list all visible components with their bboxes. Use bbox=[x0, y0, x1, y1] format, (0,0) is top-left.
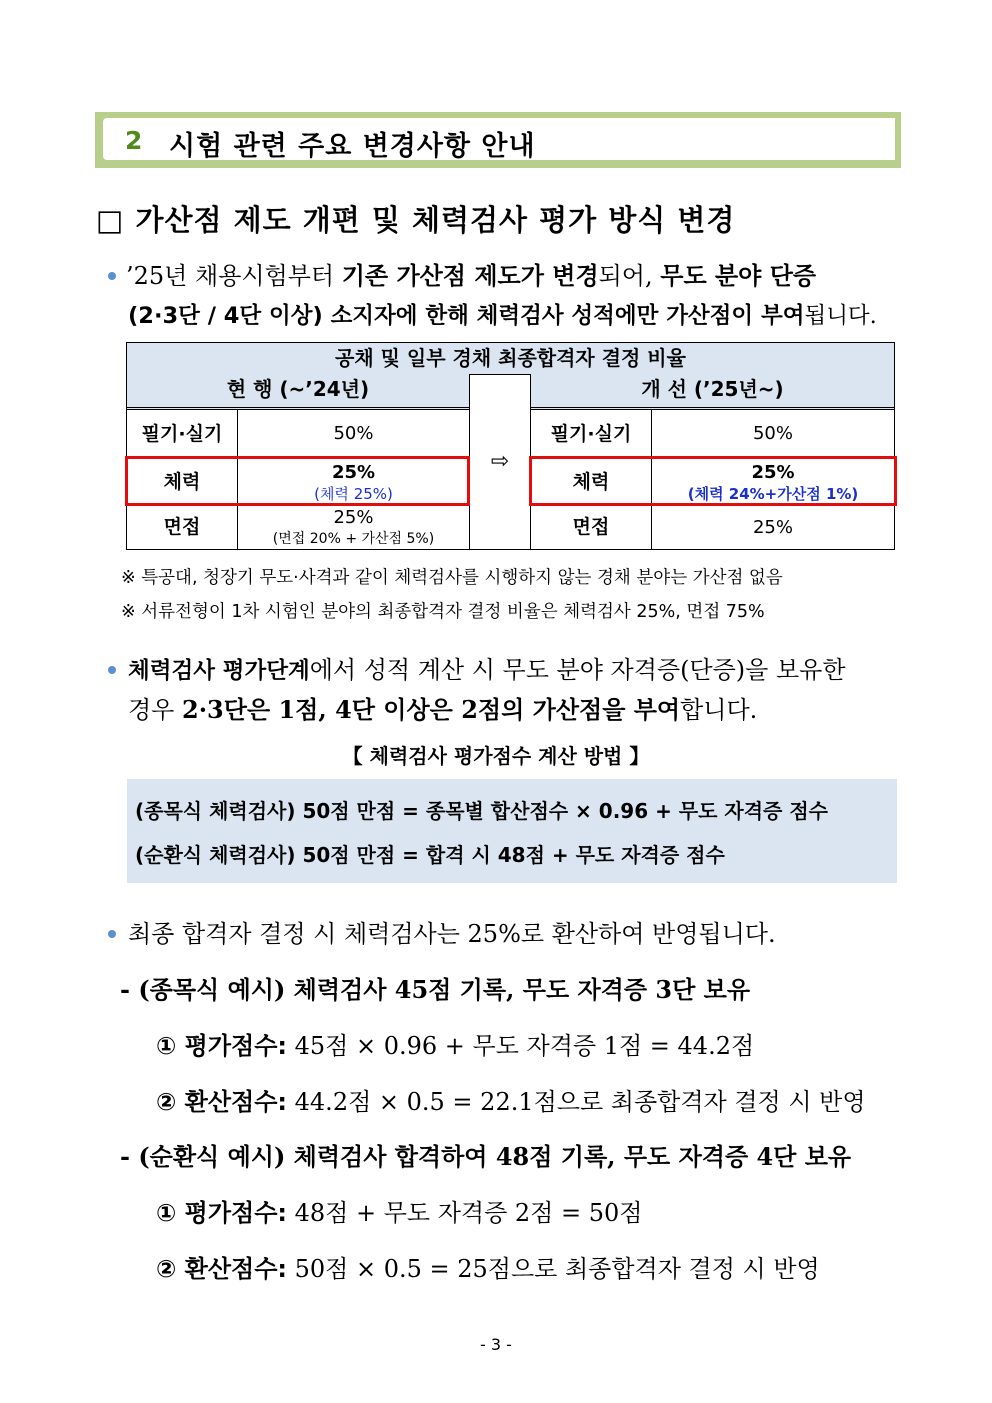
section-number: 2 bbox=[125, 126, 143, 155]
example-2-step-2: ② 환산점수: 50점 × 0.5 = 25점으로 최종합격자 결정 시 반영 bbox=[156, 1255, 820, 1283]
formula-2: (순환식 체력검사) 50점 만점 = 합격 시 48점 + 무도 자격증 점수 bbox=[135, 843, 725, 867]
example-2-step-1: ① 평가점수: 48점 + 무도 자격증 2점 = 50점 bbox=[156, 1199, 643, 1227]
bullet-2-line-1: 체력검사 평가단계에서 성적 계산 시 무도 분야 자격증(단증)을 보유한 bbox=[128, 656, 846, 684]
section-title: 시험 관련 주요 변경사항 안내 bbox=[169, 131, 536, 162]
current-label-written: 필기·실기 bbox=[127, 410, 238, 458]
formula-box bbox=[127, 779, 897, 883]
ratio-table bbox=[126, 342, 895, 550]
current-interview-cell bbox=[238, 506, 469, 549]
bullet-1-line-2: (2·3단 / 4단 이상) 소지자에 한해 체력검사 성적에만 가산점이 부여됩니다. bbox=[128, 303, 877, 329]
example-1-step-2: ② 환산점수: 44.2점 × 0.5 = 22.1점으로 최종합격자 결정 시 반영 bbox=[156, 1088, 866, 1116]
new-value-interview: 25% bbox=[752, 517, 793, 538]
bullet-1-line-1: ’25년 채용시험부터 기존 가산점 제도가 변경되어, 무도 분야 단증 bbox=[126, 261, 817, 290]
page-number: - 3 - bbox=[480, 1335, 512, 1354]
new-label-fitness: 체력 bbox=[531, 458, 652, 506]
formula-1: (종목식 체력검사) 50점 만점 = 종목별 합산점수 × 0.96 + 무도 자격증 점수 bbox=[135, 799, 828, 823]
new-value-fitness: 25% bbox=[751, 462, 795, 483]
bullet-3: 최종 합격자 결정 시 체력검사는 25%로 환산하여 반영됩니다. bbox=[128, 920, 776, 948]
current-header: 현 행 (~’24년) bbox=[127, 374, 469, 410]
arrow-column bbox=[469, 374, 531, 549]
subsection-heading: □ 가산점 제도 개편 및 체력검사 평가 방식 변경 bbox=[96, 203, 736, 237]
new-header: 개 선 (’25년~) bbox=[531, 374, 894, 410]
bullet-2-line-2: 경우 2·3단은 1점, 4단 이상은 2점의 가산점을 부여합니다. bbox=[128, 695, 758, 724]
new-value-written: 50% bbox=[652, 410, 894, 458]
new-label-written: 필기·실기 bbox=[531, 410, 652, 458]
formula-title: 【 체력검사 평가점수 계산 방법 】 bbox=[342, 744, 650, 768]
section-header-bar bbox=[95, 112, 901, 168]
right-arrow-icon: ⇨ bbox=[490, 449, 510, 474]
current-value-fitness: 25% bbox=[331, 462, 376, 483]
bullet-dot-2 bbox=[108, 666, 116, 674]
new-label-interview: 면접 bbox=[531, 506, 652, 549]
example-1-step-1: ① 평가점수: 45점 × 0.96 + 무도 자격증 1점 = 44.2점 bbox=[156, 1032, 755, 1060]
current-label-fitness: 체력 bbox=[127, 458, 238, 506]
current-label-interview: 면접 bbox=[127, 506, 238, 549]
new-fitness-highlight bbox=[529, 456, 897, 506]
bullet-dot-3 bbox=[108, 930, 116, 938]
example-2-title: - (순환식 예시) 체력검사 합격하여 48점 기록, 무도 자격증 4단 보유 bbox=[120, 1142, 852, 1171]
current-value-written: 50% bbox=[238, 410, 469, 458]
example-1-title: - (종목식 예시) 체력검사 45점 기록, 무도 자격증 3단 보유 bbox=[120, 975, 751, 1004]
note-2: ※ 서류전형이 1차 시험인 분야의 최종합격자 결정 비율은 체력검사 25%, 면접 75% bbox=[121, 602, 765, 622]
note-1: ※ 특공대, 청장기 무도·사격과 같이 체력검사를 시행하지 않는 경채 분야는 가산점 없음 bbox=[121, 568, 783, 588]
section-header-inner bbox=[103, 118, 895, 160]
current-value-interview: 25% bbox=[333, 507, 374, 528]
current-fitness-highlight bbox=[125, 456, 470, 506]
current-note-fitness: (체력 25%) bbox=[314, 485, 393, 503]
ratio-table-title: 공채 및 일부 경채 최종합격자 결정 비율 bbox=[127, 343, 894, 375]
new-note-fitness: (체력 24%+가산점 1%) bbox=[687, 485, 859, 503]
current-note-interview: (면접 20% + 가산점 5%) bbox=[272, 531, 435, 547]
bullet-dot-1 bbox=[108, 272, 116, 280]
